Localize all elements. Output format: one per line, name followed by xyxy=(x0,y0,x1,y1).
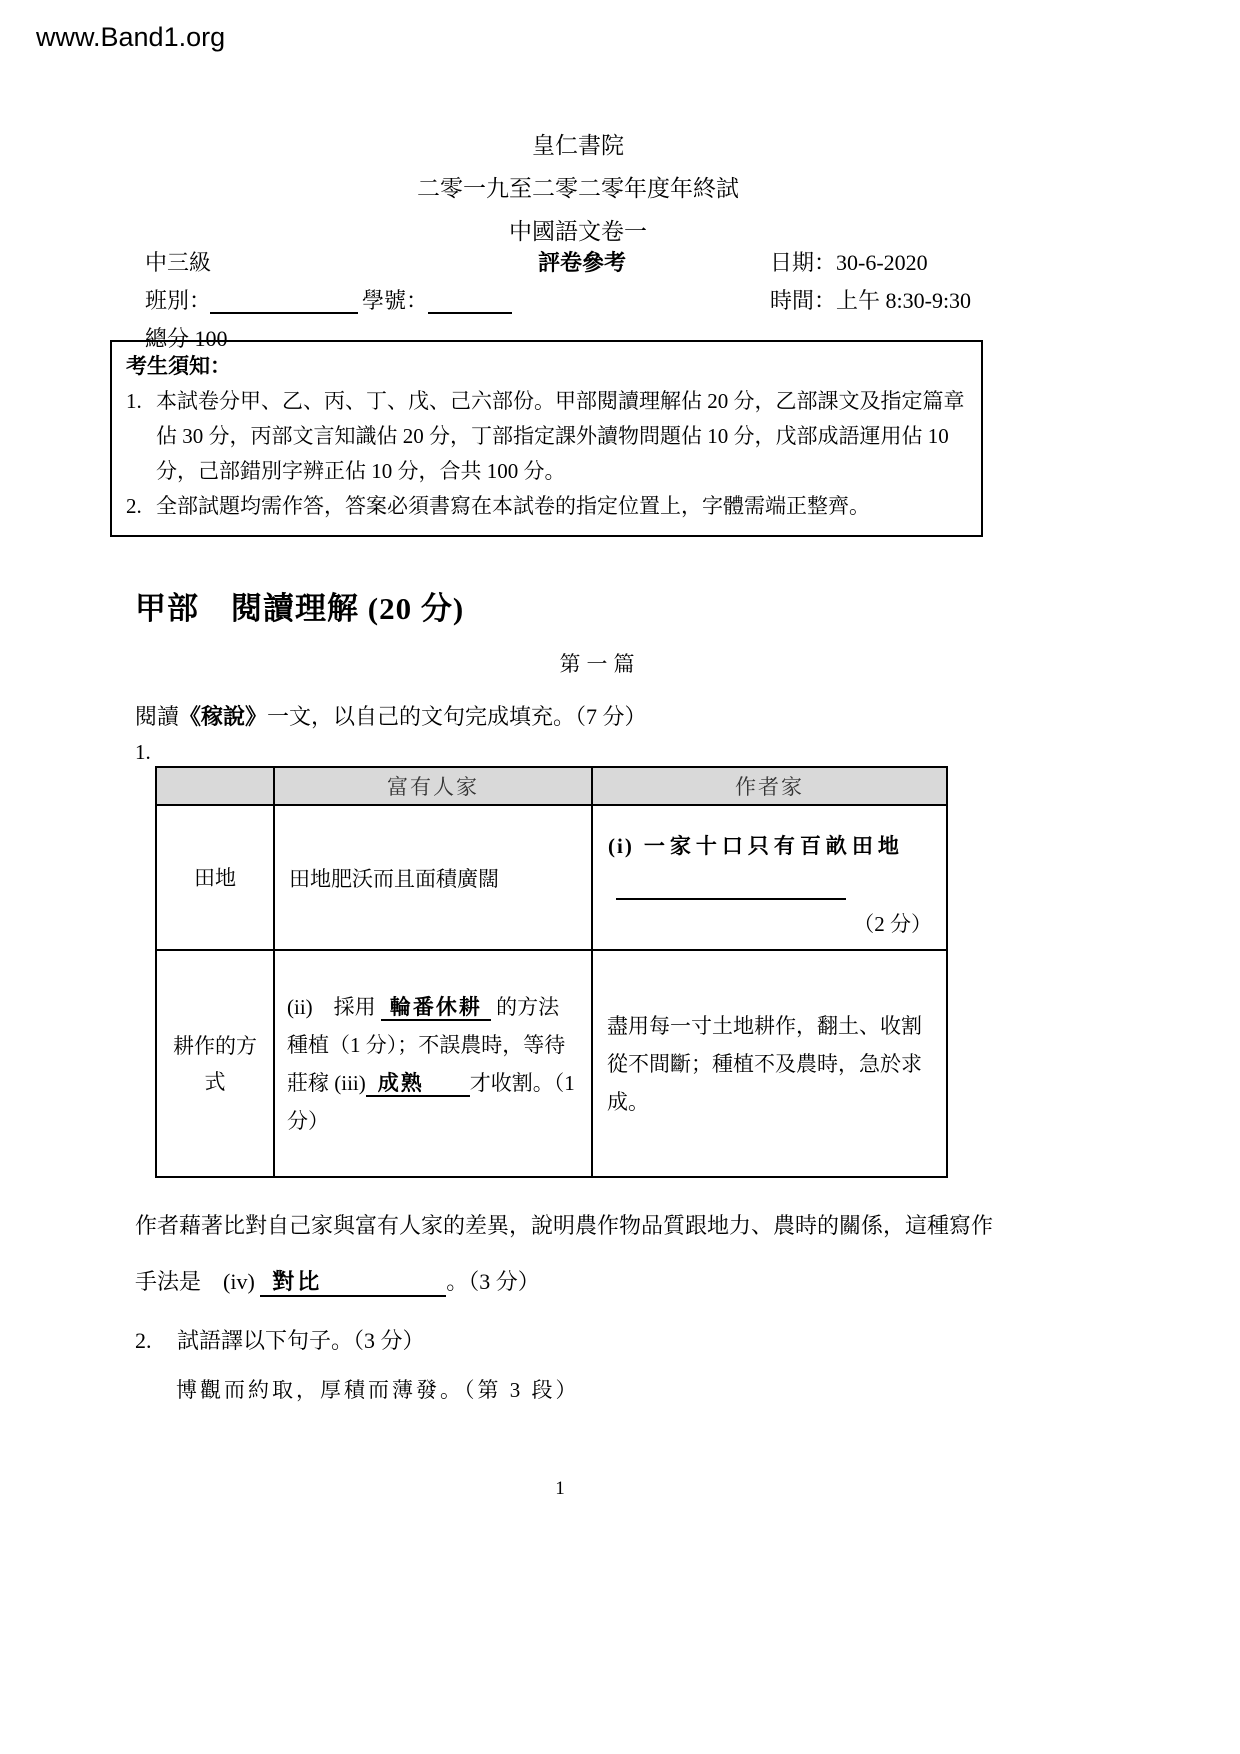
answer-iii: 成熟 xyxy=(366,1071,470,1097)
notice-title: 考生須知： xyxy=(126,354,231,378)
class-blank-line xyxy=(210,284,358,314)
column-header-rich-family: 富有人家 xyxy=(274,767,592,805)
method-part-2: 的方法種植（1 分）；不誤農時，等待莊稼 (iii) xyxy=(287,994,566,1095)
column-header-author-family: 作者家 xyxy=(592,767,947,805)
question-iv-paragraph xyxy=(135,1198,1003,1310)
row-label-land: 田地 xyxy=(156,805,274,950)
question-1-number: 1. xyxy=(135,740,151,764)
iv-text: 作者藉著比對自己家與富有人家的差異，說明農作物品質跟地力、農時的關係，這種寫作手法是 (iv) xyxy=(135,1213,994,1294)
book-title: 《稼說》 xyxy=(179,704,268,729)
answer-blank-line xyxy=(616,872,846,900)
q1-instruction xyxy=(135,700,647,731)
info-row-2 xyxy=(0,284,1240,322)
question-2-quote: 博觀而約取，厚積而薄發。（第 3 段） xyxy=(176,1378,580,1402)
total-score: 總分 100 xyxy=(145,326,228,351)
notice-item-2 xyxy=(126,489,967,524)
row-label-method: 耕作的方式 xyxy=(156,950,274,1177)
cell-rich-method xyxy=(274,950,592,1177)
answer-i-marks: （2 分） xyxy=(853,912,932,936)
table-row-land xyxy=(156,805,947,950)
notice-item-text: 本試卷分甲、乙、丙、丁、戊、己六部份。甲部閱讀理解佔 20 分，乙部課文及指定篇章佔 30 分，丙部文言知識佔 20 分，丁部指定課外讀物問題佔 10 分，戊部成語運用佔 10 分，己部錯別字辨正佔 10 分，合共 100 分。 xyxy=(156,389,965,483)
table-corner-cell xyxy=(156,767,274,805)
watermark: www.Band1.org xyxy=(36,22,226,52)
notice-item-number: 2. xyxy=(126,494,142,518)
marking-scheme-label: 評卷參考 xyxy=(538,250,627,275)
q1-comparison-table xyxy=(155,766,948,1178)
exam-year: 二零一九至二零二零年度年終試 xyxy=(417,176,739,201)
cell-rich-land: 田地肥沃而且面積廣闊 xyxy=(274,805,592,950)
notice-item-text: 全部試題均需作答，答案必須書寫在本試卷的指定位置上，字體需端正整齊。 xyxy=(156,494,870,518)
answer-iv: 對比 xyxy=(260,1267,446,1297)
answer-i-text: 一家十口只有百畝田地 xyxy=(643,834,904,858)
instruction-post: 一文，以自己的文句完成填充。（7 分） xyxy=(267,704,647,729)
answer-i xyxy=(608,830,934,860)
table-row-method xyxy=(156,950,947,1177)
question-2-text: 試語譯以下句子。（3 分） xyxy=(177,1328,425,1353)
info-row-1 xyxy=(0,246,1240,284)
class-label: 班別： xyxy=(145,288,212,313)
table-header-row xyxy=(156,767,947,805)
student-no-label: 學號： xyxy=(362,288,429,313)
cell-author-land xyxy=(592,805,947,950)
passage-label: 第一篇 xyxy=(559,652,641,676)
exam-date: 日期：30-6-2020 xyxy=(770,250,928,275)
notice-item-number: 1. xyxy=(126,389,142,413)
answer-i-prefix: (i) xyxy=(608,834,634,858)
notice-item-1 xyxy=(126,384,967,489)
method-part-1: (ii) 採用 xyxy=(287,994,376,1019)
iv-marks: 。（3 分） xyxy=(446,1269,540,1294)
candidate-notice-box xyxy=(110,340,983,537)
student-no-blank-line xyxy=(428,284,512,314)
section-a-heading: 甲部 閱讀理解 (20 分) xyxy=(135,591,465,626)
title-block xyxy=(0,124,1156,253)
cell-author-method: 盡用每一寸土地耕作，翻土、收割從不間斷；種植不及農時，急於求成。 xyxy=(592,950,947,1177)
page-number: 1 xyxy=(555,1478,565,1499)
question-2-number: 2. xyxy=(135,1328,152,1353)
method-part-3: 才收割。（1 分） xyxy=(287,1070,575,1133)
question-2 xyxy=(135,1324,425,1355)
answer-ii: 輪番休耕 xyxy=(381,995,491,1021)
paper-title: 中國語文卷一 xyxy=(509,219,647,244)
instruction-pre: 閱讀 xyxy=(135,704,180,729)
exam-time: 時間：上午 8:30-9:30 xyxy=(770,288,972,313)
school-name: 皇仁書院 xyxy=(532,133,624,158)
level-label: 中三級 xyxy=(145,250,212,275)
